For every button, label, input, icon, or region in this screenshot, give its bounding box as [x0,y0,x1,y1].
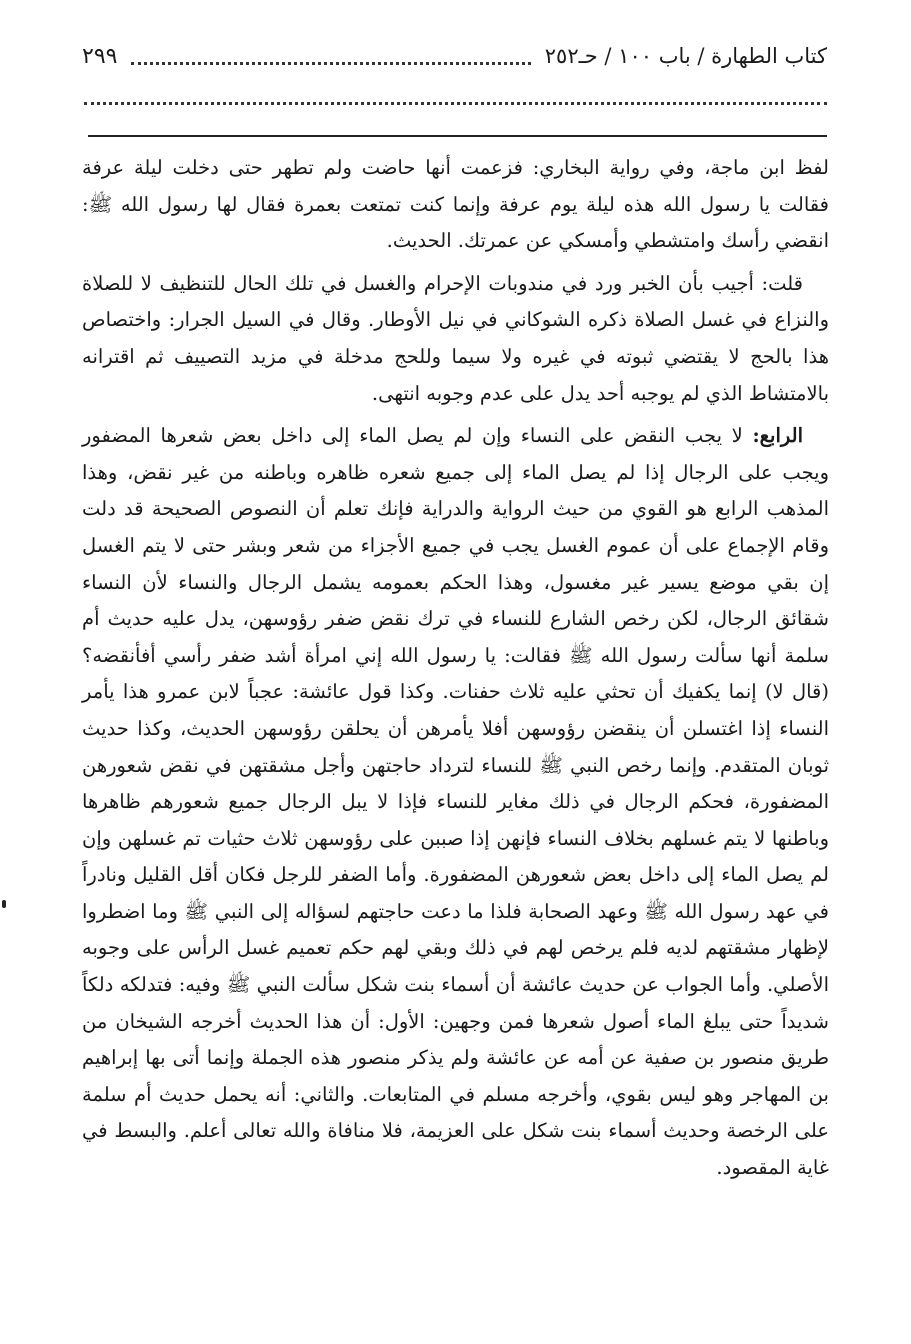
page-number: ٢٩٩ [82,43,118,69]
paragraph-hadith-continuation: لفظ ابن ماجة، وفي رواية البخاري: فزعمت أنها حاضت ولم تطهر حتى دخلت ليلة عرفة فقالت يا رسول الله هذه ليلة يوم عرفة وإنما كنت تمتعت بعمرة فقال لها رسول الله ﷺ: انقضي رأسك وامتشطي وأمسكي عن عمرتك. الحديث. [82,156,829,253]
dotted-separator [84,98,827,105]
running-header [82,36,827,76]
header-chapter-title: كتاب الطهارة / باب ١٠٠ / حـ٢٥٢ [544,44,827,68]
paragraph-lead-word: الرابع: [752,424,804,448]
main-text [82,150,829,1193]
paragraph-fourth-opinion-text: لا يجب النقض على النساء وإن لم يصل الماء إلى داخل بعض شعرها المضفور ويجب على الرجال إذا لم يصل الماء إلى جميع شعره ظاهره وباطنه من غير نقض، وهذا المذهب الرابع هو القوي من حيث الرواية والدراية فإنك تعلم أن النصوص الصحيحة قد دلت وقام الإجماع على أن عموم الغسل يجب في جميع الأجزاء من شعر وبشر حتى لا يتم الغسل إن بقي موضع يسير غير مغسول، وهذا الحكم بعمومه يشمل الرجال والنساء لأن النساء شقائق الرجال، لكن رخص الشارع للنساء في ترك نقض ضفر رؤوسهن، يدل عليه حديث أم سلمة أنها سألت رسول الله ﷺ فقالت: يا رسول الله إني امرأة أشد ضفر رأسي أفأنقضه؟ (قال لا) إنما يكفيك أن تحثي عليه ثلاث حفنات. وكذا قول عائشة: عجباً لابن عمرو هذا يأمر النساء إذا اغتسلن أن ينقضن رؤوسهن أفلا يأمرهن أن يحلقن رؤوسهن الحديث، وكذا حديث ثوبان المتقدم. وإنما رخص النبي ﷺ للنساء لترداد حاجتهن وأجل مشقتهن في نقض شعورهن المضفورة، فحكم الرجال في ذلك مغاير للنساء فإذا لا يبل الرجال جميع شعورهم ظاهرها وباطنها لا يتم غسلهم بخلاف النساء فإنهن إذا صببن على رؤوسهن ثلاث حثيات تم غسلهن وإن لم يصل الماء إلى داخل بعض شعورهن المضفورة. وأما الضفر للرجل فكان أقل القليل ونادراً في عهد رسول الله ﷺ وعهد الصحابة فلذا ما دعت حاجتهم لسؤاله إلى النبي ﷺ وما اضطروا لإظهار مشقتهم لديه فلم يرخص لهم في ذلك وبقي لهم حكم تعميم غسل الرأس على وجوبه الأصلي. وأما الجواب عن حديث عائشة أن أسماء بنت شكل سألت النبي ﷺ وفيه: فتدلكه دلكاً شديداً حتى يبلغ الماء أصول شعرها فمن وجهين: الأول: أن هذا الحديث أخرجه الشيخان من طريق منصور بن صفية عن أمه عن عائشة ولم يذكر منصور هذه الجملة وإنما أتى بها إبراهيم بن المهاجر وهو ليس بقوي، وأخرجه مسلم في المتابعات. والثاني: أنه يحمل حديث أم سلمة على الرخصة وحديث أسماء بنت شكل على العزيمة، فلا منافاة والله تعالى أعلم. والبسط في غاية المقصود. [82,424,829,1180]
margin-ink-mark [2,900,6,908]
header-rule [88,135,827,137]
paragraph-response: قلت: أجيب بأن الخبر ورد في مندوبات الإحرام والغسل في تلك الحال للتنظيف لا للصلاة والنزاع في غسل الصلاة ذكره الشوكاني في نيل الأوطار. وقال في السيل الجرار: واختصاص هذا بالحج لا يقتضي ثبوته في غيره ولا سيما وللحج مدخلة في مزيد التصييف ثم اقترانه بالامتشاط الذي لم يوجبه أحد يدل على عدم وجوبه انتهى. [82,271,829,405]
header-dot-leader [131,48,530,65]
paragraph-fourth-opinion [82,418,829,1186]
